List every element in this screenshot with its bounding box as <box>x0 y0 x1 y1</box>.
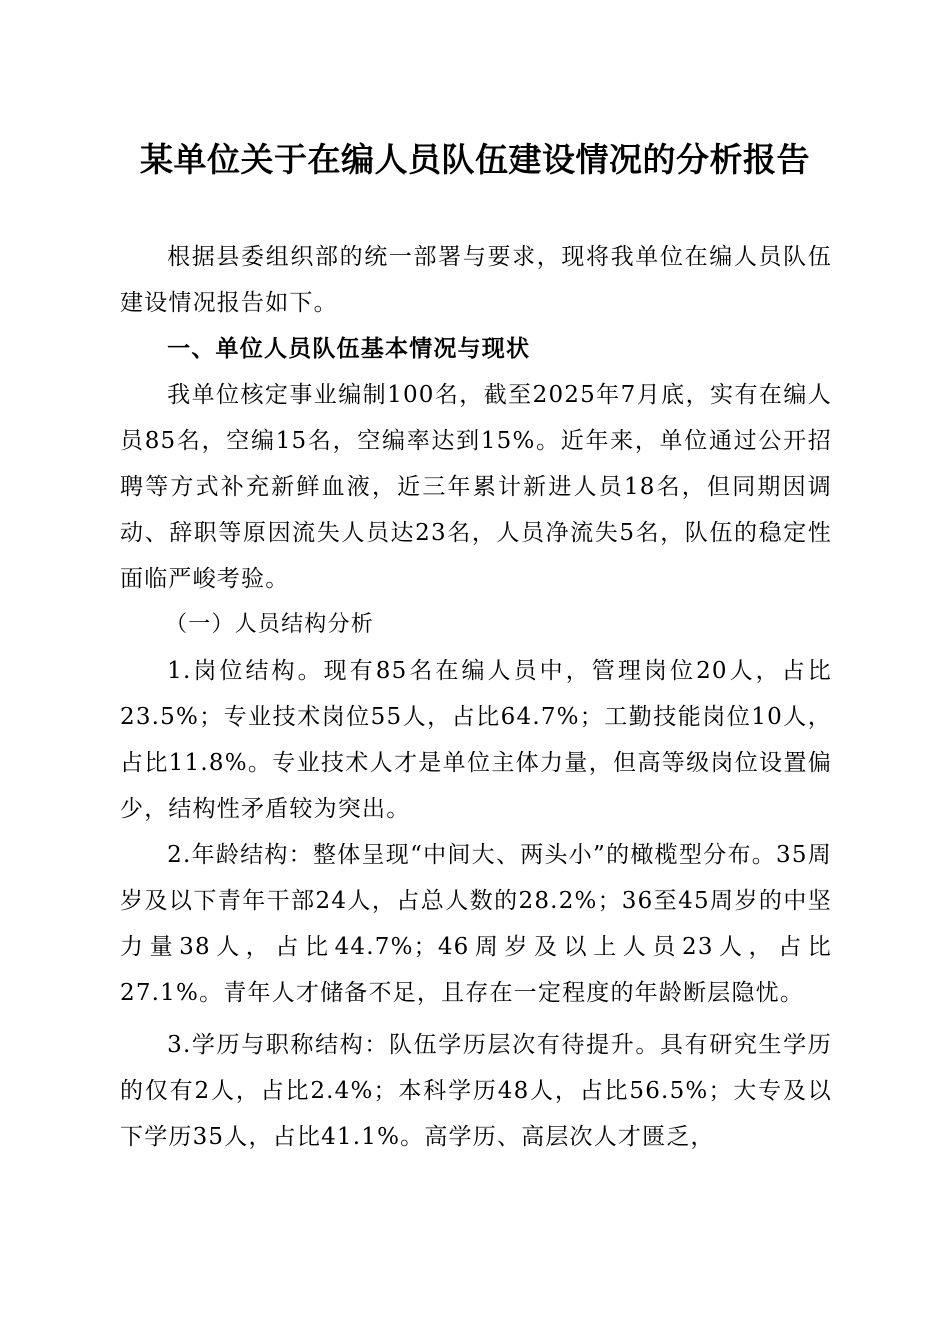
document-title: 某单位关于在编人员队伍建设情况的分析报告 <box>140 140 810 179</box>
intro-paragraph: 根据县委组织部的统一部署与要求，现将我单位在编人员队伍建设情况报告如下。 <box>120 244 832 316</box>
item-education-structure: 3.学历与职称结构：队伍学历层次有待提升。具有研究生学历的仅有2人，占比2.4%；本科学历48人，占比56.5%；大专及以下学历35人，占比41.1%。高学历、高层次人才匮乏， <box>120 1032 832 1150</box>
document-body <box>120 234 832 1160</box>
subsection-1-heading: （一）人员结构分析 <box>165 612 374 637</box>
item-age-structure: 2.年龄结构：整体呈现“中间大、两头小”的橄榄型分布。35周岁及以下青年干部24人，占总人数的28.2%；36至45周岁的中坚力量38人，占比44.7%；46周岁及以上人员23人，占比27.1%。青年人才储备不足，且存在一定程度的年龄断层隐忧。 <box>120 842 832 1006</box>
section-1-paragraph: 我单位核定事业编制100名，截至2025年7月底，实有在编人员85名，空编15名，空编率达到15%。近年来，单位通过公开招聘等方式补充新鲜血液，近三年累计新进人员18名，但同期因调动、辞职等原因流失人员达23名，人员净流失5名，队伍的稳定性面临严峻考验。 <box>120 382 832 592</box>
section-1-heading: 一、单位人员队伍基本情况与现状 <box>167 336 531 362</box>
item-position-structure: 1.岗位结构。现有85名在编人员中，管理岗位20人，占比23.5%；专业技术岗位55人，占比64.7%；工勤技能岗位10人，占比11.8%。专业技术人才是单位主体力量，但高等级岗位设置偏少，结构性矛盾较为突出。 <box>120 658 832 822</box>
